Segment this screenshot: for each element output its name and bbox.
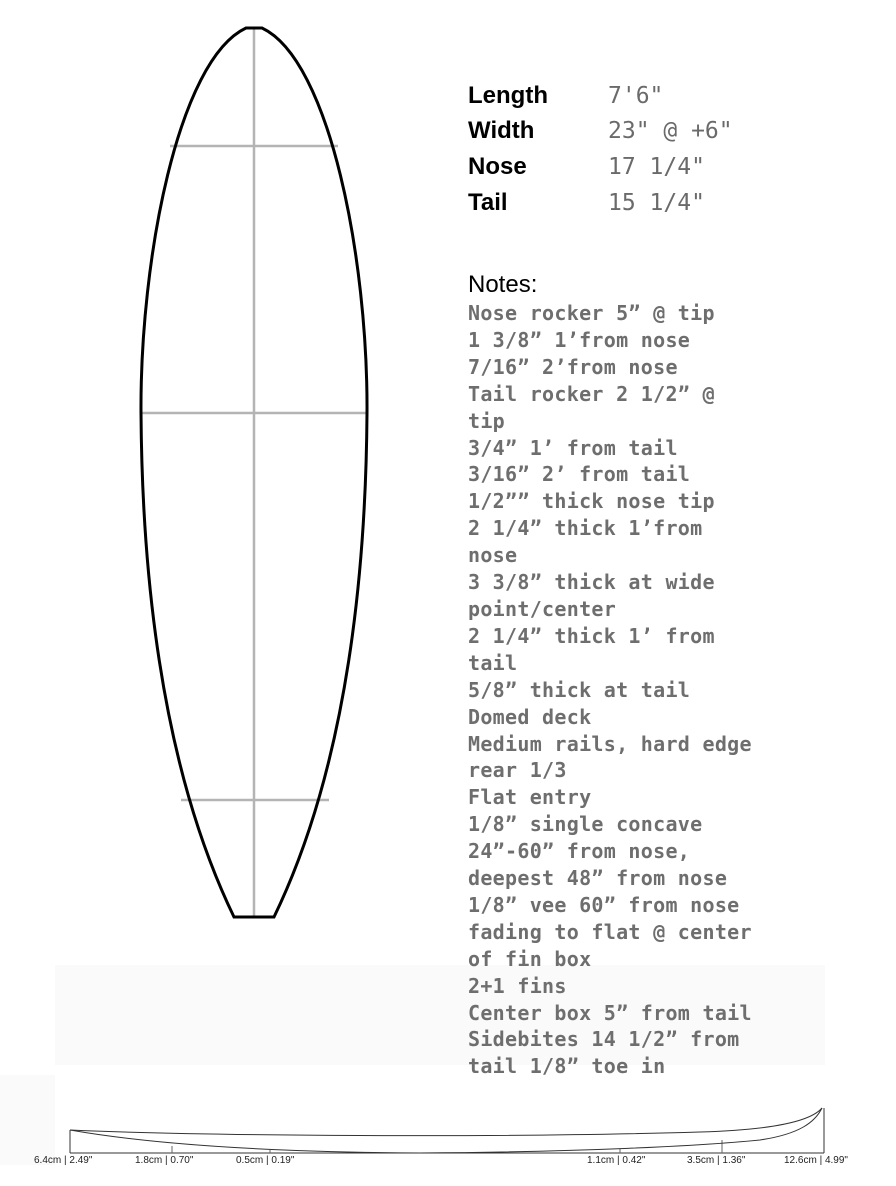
- board-outline-diagram: [0, 0, 460, 960]
- note-line: 1 3/8” 1’from nose: [468, 327, 691, 352]
- note-line: 2 1/4” thick 1’ from: [468, 623, 715, 648]
- spec-label: Nose: [468, 152, 527, 180]
- note-line: fading to flat @ center: [468, 919, 752, 944]
- spec-label: Tail: [468, 188, 508, 216]
- note-line: tail 1/8” toe in: [468, 1054, 666, 1079]
- note-line: Nose rocker 5” @ tip: [468, 301, 715, 325]
- note-line: 2+1 fins: [468, 973, 567, 998]
- note-line: 5/8” thick at tail: [468, 677, 691, 702]
- note-line: Flat entry: [468, 785, 592, 810]
- note-line: 3/16” 2’ from tail: [468, 462, 691, 487]
- rocker-label: 12.6cm | 4.99": [784, 1155, 848, 1166]
- note-line: of fin box: [468, 946, 592, 971]
- note-line: 1/2”” thick nose tip: [468, 489, 715, 514]
- note-line: Sidebites 14 1/2” from: [468, 1027, 740, 1052]
- rocker-label: 1.1cm | 0.42": [587, 1155, 646, 1166]
- spec-table: [468, 78, 733, 220]
- spec-row-tail: [468, 185, 733, 221]
- spec-row-width: [468, 114, 733, 150]
- spec-row-nose: [468, 149, 733, 185]
- profile-bottom-curve: [70, 1108, 822, 1153]
- note-line: nose: [468, 543, 518, 568]
- note-line: Tail rocker 2 1/2” @: [468, 381, 715, 406]
- note-line: tail: [468, 650, 518, 675]
- note-line: Center box 5” from tail: [468, 1000, 752, 1025]
- spec-value: 23" @ +6": [608, 118, 733, 145]
- rocker-label: 1.8cm | 0.70": [135, 1155, 194, 1166]
- rocker-label: 3.5cm | 1.36": [687, 1155, 746, 1166]
- note-line: tip: [468, 408, 506, 433]
- notes-title: Notes:: [468, 271, 538, 298]
- note-line: 1/8” vee 60” from nose: [468, 892, 740, 917]
- rocker-profile-diagram: [0, 1100, 896, 1160]
- note-line: Medium rails, hard edge: [468, 731, 752, 756]
- note-line: Domed deck: [468, 704, 592, 729]
- spec-value: 17 1/4": [608, 153, 705, 180]
- profile-deck-curve: [70, 1108, 822, 1136]
- rocker-label: 0.5cm | 0.19": [236, 1155, 295, 1166]
- note-line: point/center: [468, 596, 617, 621]
- spec-row-length: [468, 78, 733, 114]
- note-line: rear 1/3: [468, 758, 567, 783]
- note-line: 3/4” 1’ from tail: [468, 435, 678, 460]
- notes-list: [468, 300, 828, 1080]
- note-line: 24”-60” from nose,: [468, 839, 691, 864]
- note-line: 7/16” 2’from nose: [468, 354, 678, 379]
- spec-label: Width: [468, 117, 535, 145]
- note-line: 2 1/4” thick 1’from: [468, 516, 703, 541]
- spec-value: 7'6": [608, 82, 664, 109]
- note-line: 3 3/8” thick at wide: [468, 570, 715, 595]
- spec-label: Length: [468, 81, 548, 109]
- note-line: deepest 48” from nose: [468, 866, 728, 891]
- rocker-label: 6.4cm | 2.49": [34, 1155, 93, 1166]
- note-line: 1/8” single concave: [468, 812, 703, 837]
- spec-value: 15 1/4": [608, 189, 705, 216]
